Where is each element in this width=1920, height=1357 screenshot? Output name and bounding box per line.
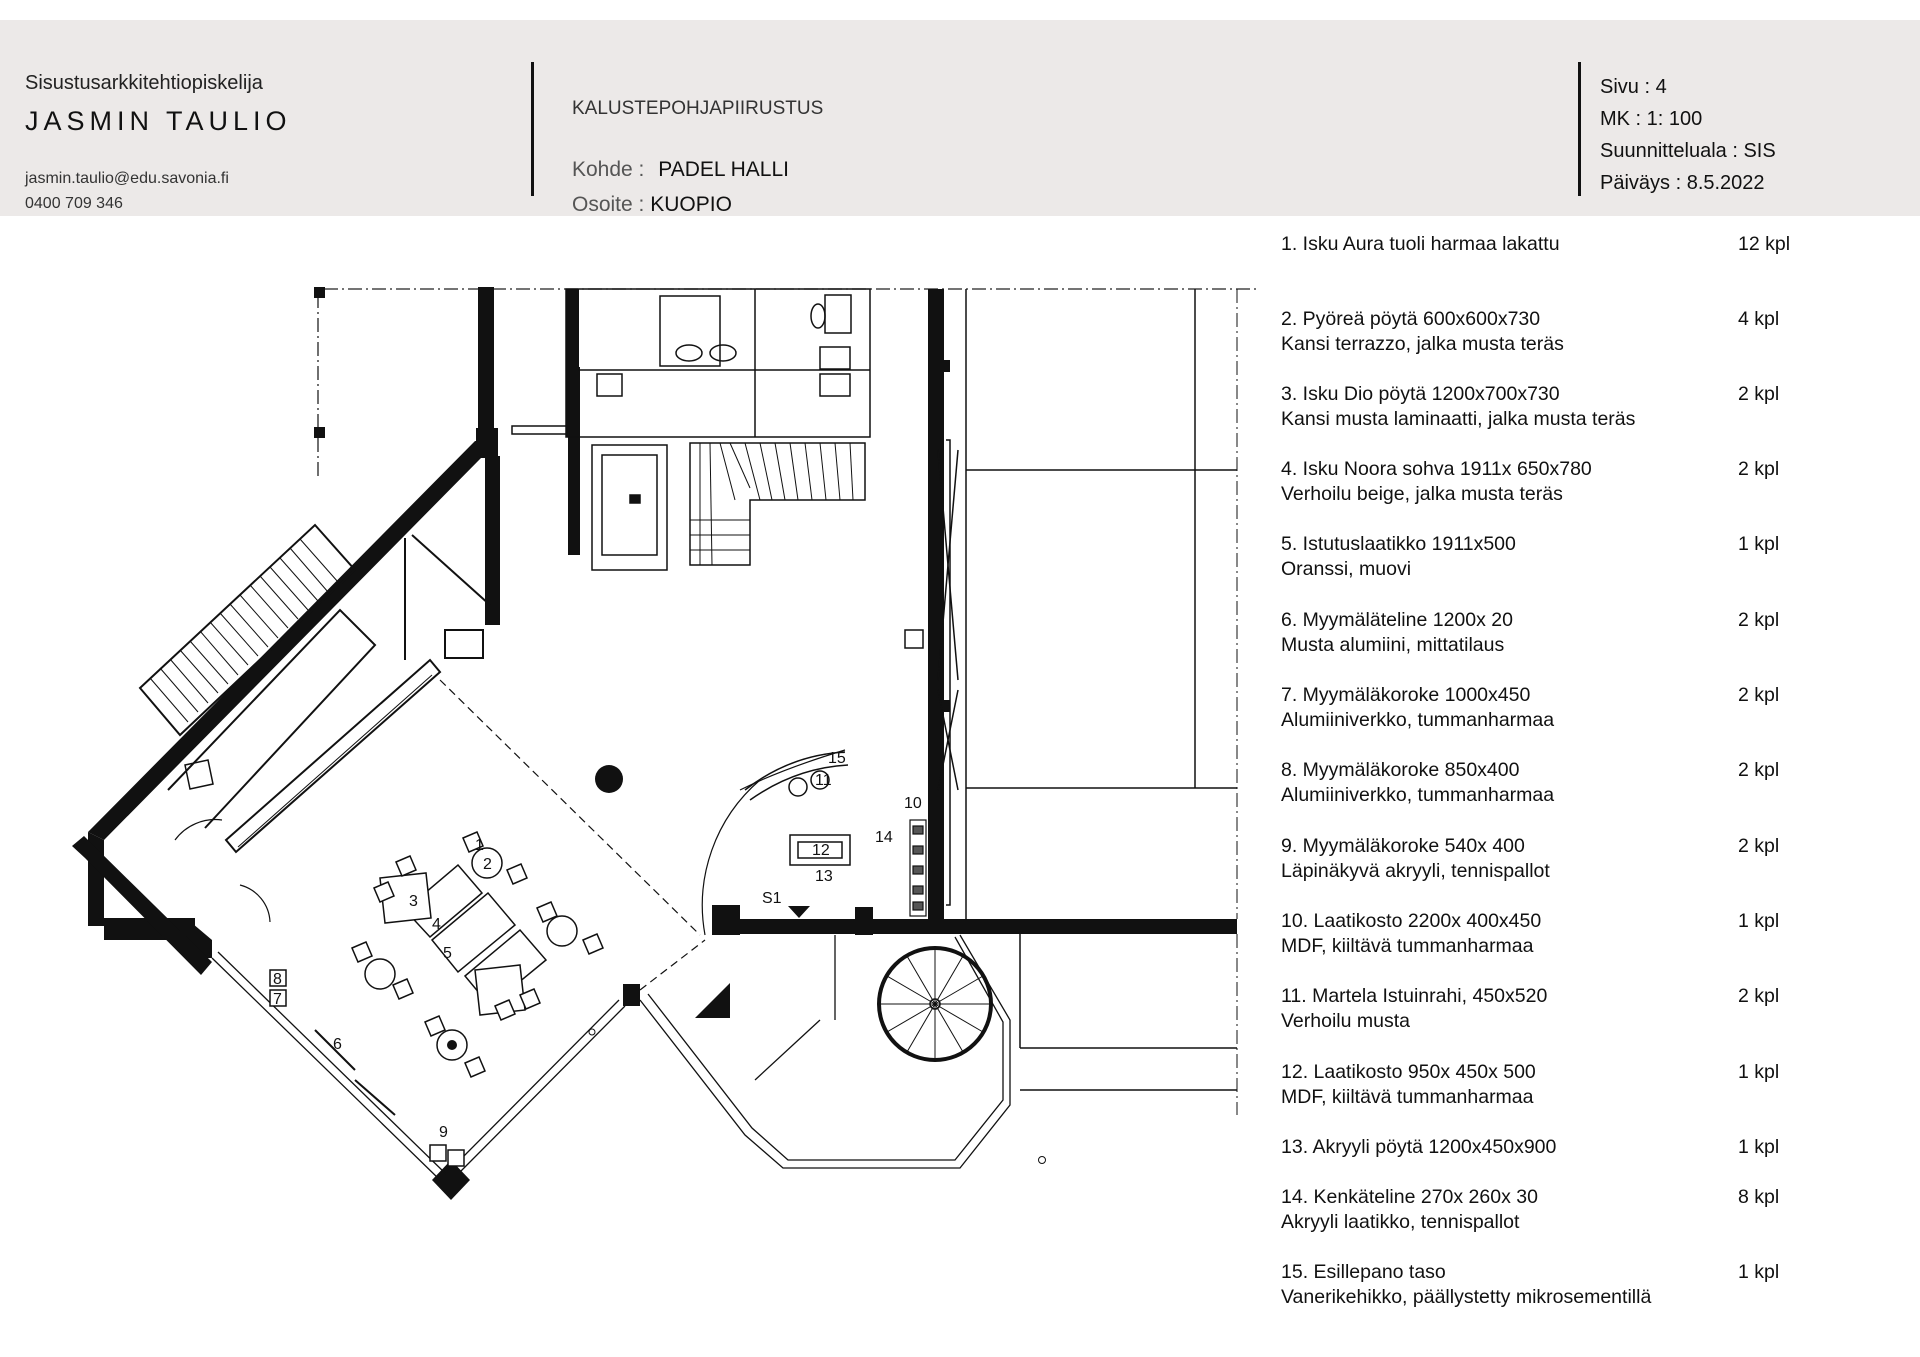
section-mark: S1 bbox=[762, 890, 782, 907]
legend-item-qty: 1 kpl bbox=[1738, 910, 1780, 932]
student-email: jasmin.taulio@edu.savonia.fi bbox=[25, 170, 229, 187]
tag-15: 15 bbox=[828, 750, 846, 767]
project-row bbox=[572, 158, 789, 182]
address-label: Osoite : bbox=[572, 193, 645, 216]
legend-item-title: 8. Myymäläkoroke 850x400 bbox=[1281, 759, 1520, 781]
walls bbox=[72, 287, 1237, 1200]
table-leg-dot bbox=[447, 1040, 457, 1050]
drawing-date: Päiväys : 8.5.2022 bbox=[1600, 172, 1765, 194]
section-arrow bbox=[788, 906, 810, 918]
tag-10: 10 bbox=[904, 795, 922, 812]
legend-item-6 bbox=[1281, 608, 1821, 658]
legend-item-desc: MDF, kiiltävä tummanharmaa bbox=[1281, 1086, 1534, 1108]
student-title: Sisustusarkkitehtiopiskelija bbox=[25, 72, 263, 94]
legend-item-15 bbox=[1281, 1260, 1821, 1310]
floor-drain bbox=[589, 1029, 595, 1035]
shoe-racks bbox=[910, 820, 926, 916]
project-label: Kohde : bbox=[572, 158, 645, 181]
title-block bbox=[0, 20, 1920, 216]
legend-item-desc: Verhoilu beige, jalka musta teräs bbox=[1281, 483, 1563, 505]
legend-item-11 bbox=[1281, 984, 1821, 1034]
spiral-staircase bbox=[879, 948, 991, 1060]
doors bbox=[175, 750, 845, 935]
legend-item-desc: Alumiiniverkko, tummanharmaa bbox=[1281, 709, 1555, 731]
drawing-scale: MK : 1: 100 bbox=[1600, 108, 1703, 130]
padel-court bbox=[905, 289, 1237, 1115]
legend-item-title: 9. Myymäläkoroke 540x 400 bbox=[1281, 835, 1525, 857]
tag-13: 13 bbox=[815, 868, 833, 885]
legend-item-qty: 2 kpl bbox=[1738, 985, 1780, 1007]
toilets bbox=[512, 289, 870, 570]
student-name: JASMIN TAULIO bbox=[25, 106, 292, 136]
legend-item-desc: Alumiiniverkko, tummanharmaa bbox=[1281, 784, 1555, 806]
legend-item-desc: Kansi terrazzo, jalka musta teräs bbox=[1281, 333, 1564, 355]
tag-1: 1 bbox=[475, 837, 484, 854]
staircase-l bbox=[690, 443, 865, 565]
legend-item-1 bbox=[1281, 232, 1821, 257]
legend-item-title: 15. Esillepano taso bbox=[1281, 1261, 1446, 1283]
legend-item-qty: 1 kpl bbox=[1738, 533, 1780, 555]
legend-item-qty: 12 kpl bbox=[1738, 233, 1791, 255]
tag-3: 3 bbox=[409, 893, 418, 910]
legend-item-desc: Vanerikehikko, päällystetty mikrosementillä bbox=[1281, 1286, 1652, 1308]
legend-item-2 bbox=[1281, 307, 1821, 357]
legend-item-5 bbox=[1281, 532, 1821, 582]
legend-item-desc: Musta alumiini, mittatilaus bbox=[1281, 634, 1505, 656]
legend-item-desc: Oranssi, muovi bbox=[1281, 558, 1412, 580]
address-value: KUOPIO bbox=[650, 193, 732, 216]
legend-item-desc: Kansi musta laminaatti, jalka musta teräs bbox=[1281, 408, 1636, 430]
legend-item-qty: 2 kpl bbox=[1738, 609, 1780, 631]
legend-item-title: 11. Martela Istuinrahi, 450x520 bbox=[1281, 985, 1548, 1007]
inner-walls bbox=[168, 535, 490, 852]
tag-6: 6 bbox=[333, 1036, 342, 1053]
legend-item-8 bbox=[1281, 758, 1821, 808]
tag-2: 2 bbox=[483, 856, 492, 873]
legend-item-4 bbox=[1281, 457, 1821, 507]
legend-item-qty: 8 kpl bbox=[1738, 1186, 1780, 1208]
legend-item-title: 13. Akryyli pöytä 1200x450x900 bbox=[1281, 1136, 1557, 1158]
legend-item-desc: MDF, kiiltävä tummanharmaa bbox=[1281, 935, 1534, 957]
legend-item-title: 7. Myymäläkoroke 1000x450 bbox=[1281, 684, 1531, 706]
legend-item-7 bbox=[1281, 683, 1821, 733]
project-value: PADEL HALLI bbox=[658, 158, 789, 181]
legend-item-title: 3. Isku Dio pöytä 1200x700x730 bbox=[1281, 383, 1560, 405]
tag-12: 12 bbox=[812, 842, 830, 859]
tag-7: 7 bbox=[273, 991, 282, 1008]
legend-item-qty: 1 kpl bbox=[1738, 1061, 1780, 1083]
legend-item-qty: 2 kpl bbox=[1738, 458, 1780, 480]
drawing-type: KALUSTEPOHJAPIIRUSTUS bbox=[572, 98, 824, 119]
shop-racks bbox=[315, 1030, 395, 1115]
tag-8: 8 bbox=[273, 971, 282, 988]
legend-item-desc: Akryyli laatikko, tennispallot bbox=[1281, 1211, 1520, 1233]
address-row bbox=[572, 193, 732, 217]
legend-item-title: 2. Pyöreä pöytä 600x600x730 bbox=[1281, 308, 1541, 330]
discipline: Suunnitteluala : SIS bbox=[1600, 140, 1776, 162]
column bbox=[314, 287, 325, 298]
legend-item-title: 14. Kenkäteline 270x 260x 30 bbox=[1281, 1186, 1538, 1208]
legend-item-13 bbox=[1281, 1135, 1821, 1160]
legend-item-qty: 2 kpl bbox=[1738, 383, 1780, 405]
legend-item-qty: 2 kpl bbox=[1738, 835, 1780, 857]
entrance-marker bbox=[695, 983, 730, 1018]
legend-item-qty: 2 kpl bbox=[1738, 684, 1780, 706]
legend-item-qty: 4 kpl bbox=[1738, 308, 1780, 330]
tag-4: 4 bbox=[432, 916, 441, 933]
legend-item-10 bbox=[1281, 909, 1821, 959]
legend-item-9 bbox=[1281, 834, 1821, 884]
title-divider-right bbox=[1578, 62, 1581, 196]
legend-item-qty: 2 kpl bbox=[1738, 759, 1780, 781]
legend-item-12 bbox=[1281, 1060, 1821, 1110]
legend-item-desc: Läpinäkyvä akryyli, tennispallot bbox=[1281, 860, 1550, 882]
legend-item-title: 10. Laatikosto 2200x 400x450 bbox=[1281, 910, 1542, 932]
tag-9: 9 bbox=[439, 1124, 448, 1141]
furniture-floor-plan bbox=[0, 216, 1260, 1357]
legend-item-14 bbox=[1281, 1185, 1821, 1235]
tag-5: 5 bbox=[443, 945, 452, 962]
legend-item-3 bbox=[1281, 382, 1821, 432]
tag-14: 14 bbox=[875, 829, 893, 846]
column bbox=[314, 427, 325, 438]
legend-item-title: 1. Isku Aura tuoli harmaa lakattu bbox=[1281, 233, 1560, 255]
page-number: Sivu : 4 bbox=[1600, 76, 1667, 98]
title-divider-left bbox=[531, 62, 534, 196]
legend-item-title: 6. Myymäläteline 1200x 20 bbox=[1281, 609, 1513, 631]
student-phone: 0400 709 346 bbox=[25, 195, 123, 212]
floor-drain bbox=[1039, 1157, 1046, 1164]
legend-item-title: 4. Isku Noora sohva 1911x 650x780 bbox=[1281, 458, 1592, 480]
furniture bbox=[270, 771, 829, 1166]
legend-item-title: 5. Istutuslaatikko 1911x500 bbox=[1281, 533, 1516, 555]
legend-item-desc: Verhoilu musta bbox=[1281, 1010, 1410, 1032]
staircase-diagonal bbox=[140, 525, 355, 735]
legend-item-qty: 1 kpl bbox=[1738, 1136, 1780, 1158]
column-round bbox=[595, 765, 623, 793]
legend-item-qty: 1 kpl bbox=[1738, 1261, 1780, 1283]
site-boundary bbox=[318, 289, 1260, 480]
legend-item-title: 12. Laatikosto 950x 450x 500 bbox=[1281, 1061, 1536, 1083]
tag-11: 11 bbox=[815, 772, 832, 789]
